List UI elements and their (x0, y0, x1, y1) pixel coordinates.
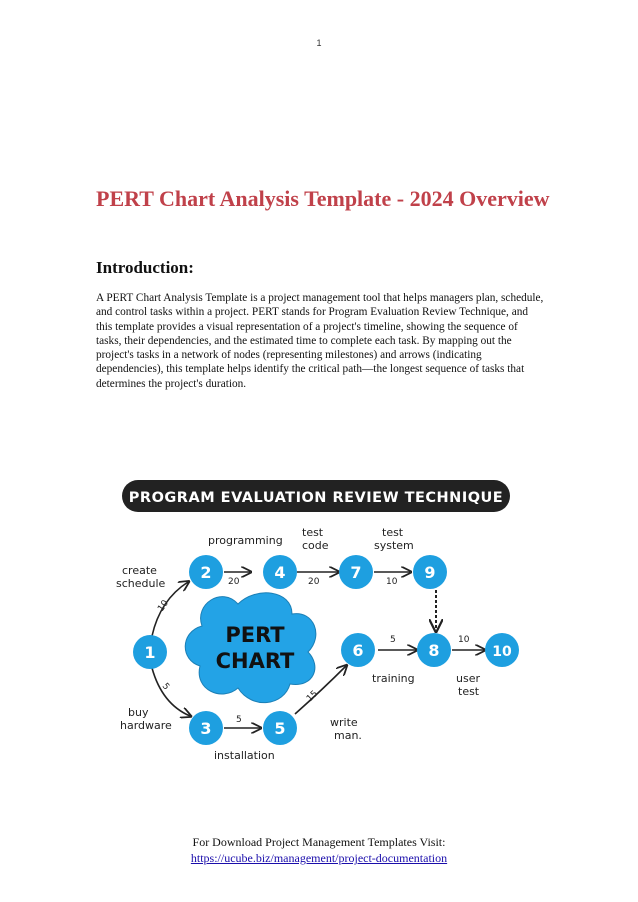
node-9-label: 9 (424, 563, 436, 582)
node-1 (133, 635, 167, 669)
center-label-chart: CHART (215, 649, 295, 673)
node-9 (413, 555, 447, 589)
banner-title: PROGRAM EVALUATION REVIEW TECHNIQUE (128, 490, 504, 506)
node-7-label: 7 (350, 563, 362, 582)
node-7 (339, 555, 373, 589)
label-user: user (456, 672, 480, 685)
duration-1-2: 10 (156, 598, 172, 614)
duration-3-5: 5 (236, 715, 242, 725)
node-6 (341, 633, 375, 667)
node-10 (485, 633, 519, 667)
duration-8-10: 10 (458, 635, 470, 645)
label-buy: buy (128, 706, 149, 719)
node-1-label: 1 (144, 643, 156, 662)
duration-7-9: 10 (386, 577, 398, 587)
label-programming: programming (208, 534, 283, 547)
center-label-pert: PERT (225, 623, 285, 647)
node-8-label: 8 (428, 641, 440, 660)
footer (0, 834, 638, 866)
duration-2-4: 20 (228, 577, 240, 587)
pert-diagram (110, 476, 530, 776)
section-heading: Introduction: (96, 258, 194, 277)
duration-6-8: 5 (390, 635, 396, 645)
label-hardware: hardware (120, 719, 172, 732)
node-5-label: 5 (274, 719, 286, 738)
edge-1-3 (152, 668, 190, 716)
page-number: 1 (316, 38, 322, 48)
node-2-label: 2 (200, 563, 212, 582)
node-2 (189, 555, 223, 589)
duration-1-3: 5 (159, 681, 172, 693)
node-6-label: 6 (352, 641, 364, 660)
label-test-code-2: code (302, 539, 329, 552)
document-title: PERT Chart Analysis Template - 2024 Overview (96, 186, 550, 211)
intro-paragraph: A PERT Chart Analysis Template is a project management tool that helps managers plan, schedule, and control tasks within a project. PERT stands for Program Evaluation Review Technique, and this template provides a visual representation of a project's timeline, showing the sequence of tasks, their dependencies, and the estimated time to complete each task. By mapping out the project's tasks in a network of nodes (representing milestones) and arrows (indicating dependencies), this template helps identify the critical path—the longest sequence of tasks that determines the project's duration. (96, 292, 544, 390)
label-test-system-2: system (374, 539, 414, 552)
label-schedule: schedule (116, 577, 166, 590)
duration-4-7: 20 (308, 577, 320, 587)
node-4-label: 4 (274, 563, 286, 582)
label-test: test (458, 685, 480, 698)
label-create: create (122, 564, 157, 577)
center-blob (185, 593, 316, 703)
label-training: training (372, 672, 415, 685)
node-4 (263, 555, 297, 589)
label-test-system-1: test (382, 526, 404, 539)
node-8 (417, 633, 451, 667)
duration-5-6: 15 (305, 688, 321, 705)
node-5 (263, 711, 297, 745)
label-write: write (330, 716, 358, 729)
label-test-code-1: test (302, 526, 324, 539)
node-3-label: 3 (200, 719, 212, 738)
node-10-label: 10 (492, 644, 512, 660)
label-installation: installation (214, 749, 275, 762)
node-3 (189, 711, 223, 745)
footer-link[interactable]: https://ucube.biz/management/project-documentation (190, 851, 448, 865)
label-man: man. (334, 729, 362, 742)
footer-text: For Download Project Management Templates Visit: (192, 835, 446, 849)
